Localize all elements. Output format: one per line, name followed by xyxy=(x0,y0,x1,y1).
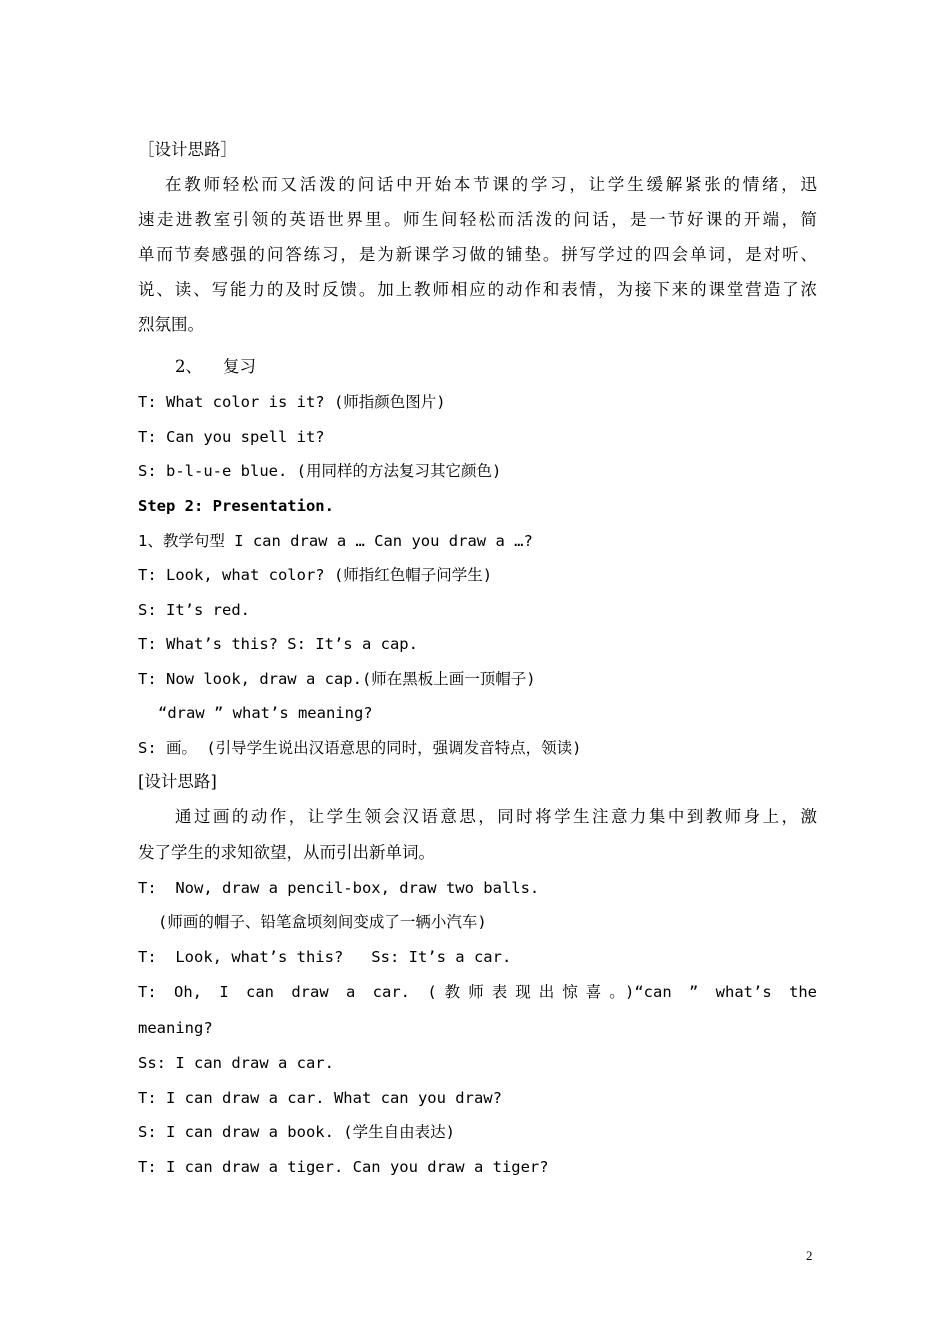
dialogue-line: T: Now look, draw a cap.(师在黑板上画一顶帽子) xyxy=(138,670,536,688)
step-heading: Step 2: Presentation. xyxy=(138,497,334,515)
paragraph-line: 发了学生的求知欲望，从而引出新单词。 xyxy=(138,843,435,862)
dialogue-line: T: Look, what’s this? Ss: It’s a car. xyxy=(138,948,512,966)
dialogue-line: T: Now, draw a pencil-box, draw two balls. xyxy=(138,879,540,897)
paragraph-line: 速走进教室引领的英语世界里。师生间轻松而活泼的问话，是一节好课的开端，简 xyxy=(138,210,817,229)
dialogue-line: S: b-l-u-e blue. (用同样的方法复习其它颜色) xyxy=(138,462,502,480)
dialogue-line: S: It’s red. xyxy=(138,601,250,619)
dialogue-line: (师画的帽子、铅笔盒顷刻间变成了一辆小汽车) xyxy=(158,913,487,931)
dialogue-line: S: I can draw a book. (学生自由表达) xyxy=(138,1123,455,1141)
dialogue-line: Ss: I can draw a car. xyxy=(138,1054,334,1072)
dialogue-line: meaning? xyxy=(138,1019,213,1037)
dialogue-line: S: 画。 (引导学生说出汉语意思的同时，强调发音特点，领读) xyxy=(138,739,582,757)
dialogue-line: T: Look, what color? (师指红色帽子问学生) xyxy=(138,566,493,584)
paragraph-line: 说、读、写能力的及时反馈。加上教师相应的动作和表情，为接下来的课堂营造了浓 xyxy=(138,280,817,299)
dialogue-line: T: What color is it? (师指颜色图片) xyxy=(138,393,446,411)
paragraph-line: 在教师轻松而又活泼的问话中开始本节课的学习，让学生缓解紧张的情绪，迅 xyxy=(165,175,817,194)
dialogue-line: T: I can draw a tiger. Can you draw a tiger? xyxy=(138,1158,549,1176)
dialogue-line: T: Can you spell it? xyxy=(138,428,325,446)
dialogue-line: “draw ” what’s meaning? xyxy=(158,704,373,722)
section-item-review: 2、 复习 xyxy=(175,357,256,376)
paragraph-line: 烈氛围。 xyxy=(138,315,204,334)
section-heading-design-idea: ［设计思路］ xyxy=(138,140,237,159)
dialogue-line: T: What’s this? S: It’s a cap. xyxy=(138,635,418,653)
paragraph-line: 单而节奏感强的问答练习，是为新课学习做的铺垫。拼写学过的四会单词，是对听、 xyxy=(138,245,817,264)
section-heading-design-idea: [设计思路] xyxy=(138,772,217,791)
page-number: 2 xyxy=(806,1248,813,1263)
dialogue-line: T: I can draw a car. What can you draw? xyxy=(138,1089,502,1107)
paragraph-line: 通过画的动作，让学生领会汉语意思，同时将学生注意力集中到教师身上，激 xyxy=(175,807,817,826)
dialogue-line: T: Oh, I can draw a car. (教师表现出惊喜。)“can ” what’s the xyxy=(138,983,817,1001)
section-item-sentence-pattern: 1、教学句型 I can draw a … Can you draw a …? xyxy=(138,532,533,550)
